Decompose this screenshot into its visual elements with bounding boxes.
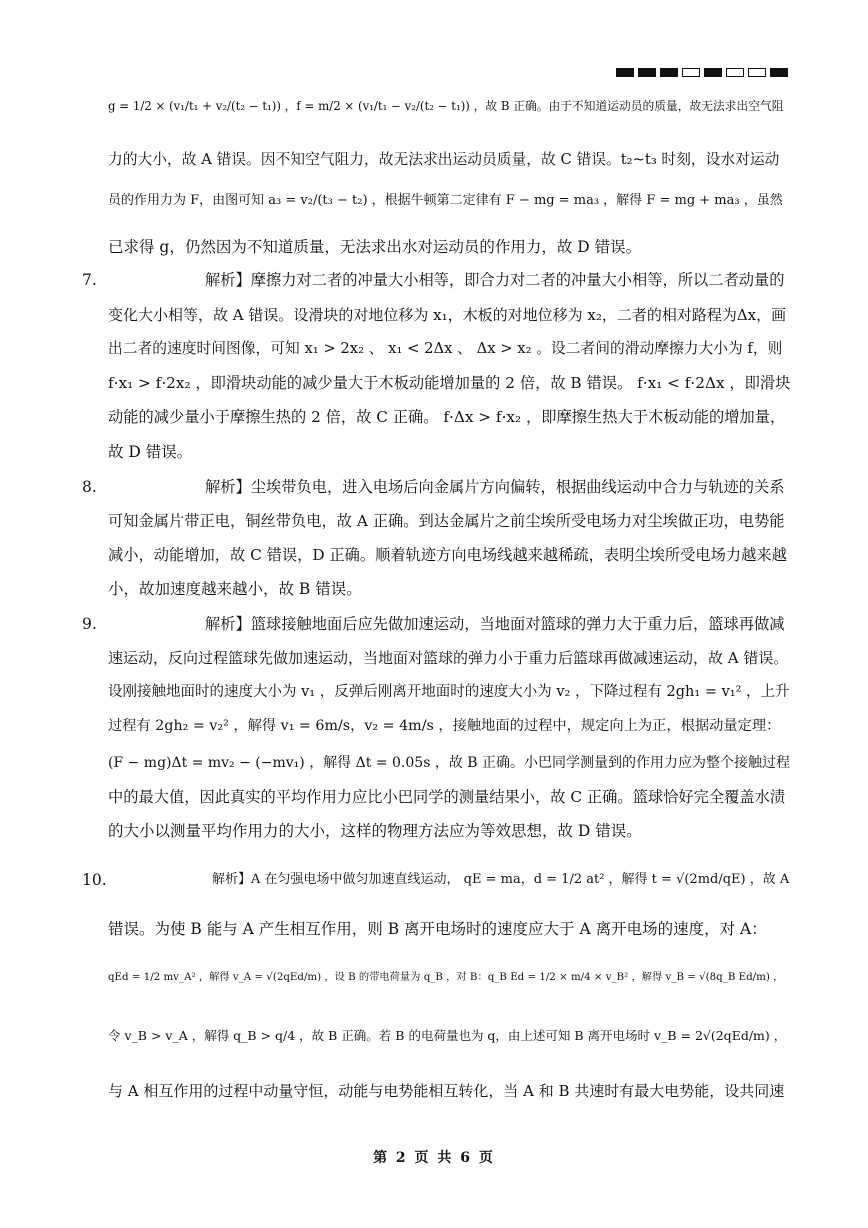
page-marker-1	[616, 68, 634, 77]
q7-number: 7.	[82, 271, 97, 289]
page-marker-3	[660, 68, 678, 77]
q6-line-2: 力的大小，故 A 错误。因不知空气阻力，故无法求出运动员质量，故 C 错误。t₂~t₃ 时刻，设水对运动	[108, 151, 780, 168]
q8-line-4: 小，故加速度越来越小，故 B 错误。	[108, 580, 362, 598]
q7-line-6: 故 D 错误。	[108, 443, 193, 461]
page-footer: 第 2 页 共 6 页	[373, 1150, 495, 1166]
page-marker-7	[748, 68, 766, 77]
q6-line-1: g = 1/2 × (v₁/t₁ + v₂/(t₂ − t₁)) ，f = m/2 × (v₁/t₁ − v₂/(t₂ − t₁)) ，故 B 正确。由于不知道运动员的质量，故无法求出空气阻	[108, 99, 784, 113]
q9-line-1: 解析】篮球接触地面后应先做加速运动，当地面对篮球的弹力大于重力后，篮球再做减	[205, 615, 785, 633]
page-marker-6	[726, 68, 744, 77]
page-markers	[616, 68, 788, 77]
page-marker-5	[704, 68, 722, 77]
q9-line-6: 中的最大值，因此真实的平均作用力应比小巴同学的测量结果小，故 C 正确。篮球恰好完全覆盖水渍	[108, 788, 786, 806]
q9-line-7: 的大小以测量平均作用力的大小，这样的物理方法应为等效思想，故 D 错误。	[108, 822, 642, 840]
q10-line-4: 令 v_B > v_A ，解得 q_B > q/4 ，故 B 正确。若 B 的电荷量也为 q，由上述可知 B 离开电场时 v_B = 2√(2qEd/m) ，	[108, 1028, 787, 1043]
q7-line-4: f·x₁ > f·2x₂ ，即滑块动能的减少量大于木板动能增加量的 2 倍，故 B 错误。 f·x₁ < f·2Δx ，即滑块	[108, 374, 791, 392]
q7-line-1: 解析】摩擦力对二者的冲量大小相等，即合力对二者的冲量大小相等，所以二者动量的	[205, 271, 785, 289]
q10-line-1: 解析】A 在匀强电场中做匀加速直线运动， qE = ma，d = 1/2 at² ，解得 t = √(2md/qE) ，故 A	[212, 872, 790, 887]
q7-line-5: 动能的减少量小于摩擦生热的 2 倍，故 C 正确。 f·Δx > f·x₂ ，即摩擦生热大于木板动能的增加量，	[108, 408, 786, 426]
page-marker-4	[682, 68, 700, 77]
q6-line-4: 已求得 g，仍然因为不知道质量，无法求出水对运动员的作用力，故 D 错误。	[108, 238, 642, 256]
q10-line-3: qEd = 1/2 mv_A² ，解得 v_A = √(2qEd/m) ，设 B 的带电荷量为 q_B ，对 B：q_B Ed = 1/2 × m/4 × v_B² ，解得 v_B = √(8q_B Ed/m) ，	[108, 971, 784, 983]
page-marker-8	[770, 68, 788, 77]
q9-line-5: (F − mg)Δt = mv₂ − (−mv₁) ，解得 Δt = 0.05s ，故 B 正确。小巴同学测量到的作用力应为整个接触过程	[108, 755, 791, 771]
q7-line-3: 出二者的速度时间图像，可知 x₁ > 2x₂ 、 x₁ < 2Δx 、 Δx > x₂ 。设二者间的滑动摩擦力大小为 f，则	[108, 340, 783, 357]
q9-number: 9.	[82, 615, 97, 633]
page-marker-2	[638, 68, 656, 77]
q10-line-5: 与 A 相互作用的过程中动量守恒，动能与电势能相互转化，当 A 和 B 共速时有最大电势能，设共同速	[108, 1082, 785, 1100]
q9-line-4: 过程有 2gh₂ = v₂² ，解得 v₁ = 6m/s，v₂ = 4m/s ，接触地面的过程中，规定向上为正，根据动量定理：	[108, 718, 781, 734]
q10-line-2: 错误。为使 B 能与 A 产生相互作用，则 B 离开电场时的速度应大于 A 离开电场的速度，对 A：	[108, 920, 767, 938]
q9-line-2: 速运动，反向过程篮球先做加速运动，当地面对篮球的弹力小于重力后篮球再做减速运动，故 A 错误。	[108, 649, 789, 667]
q9-line-3: 设刚接触地面时的速度大小为 v₁ ，反弹后刚离开地面时的速度大小为 v₂ ，下降过程有 2gh₁ = v₁² ，上升	[108, 684, 790, 700]
q10-number: 10.	[82, 871, 107, 889]
q8-line-1: 解析】尘埃带负电，进入电场后向金属片方向偏转，根据曲线运动中合力与轨迹的关系	[205, 478, 785, 496]
q6-line-3: 员的作用力为 F，由图可知 a₃ = v₂/(t₃ − t₂) ，根据牛顿第二定律有 F − mg = ma₃ ，解得 F = mg + ma₃ ，虽然	[108, 193, 783, 208]
q8-line-3: 减小，动能增加，故 C 错误，D 正确。顺着轨迹方向电场线越来越稀疏，表明尘埃所受电场力越来越	[108, 546, 787, 564]
q8-number: 8.	[82, 478, 97, 496]
q8-line-2: 可知金属片带正电，铜丝带负电，故 A 正确。到达金属片之前尘埃所受电场力对尘埃做正功，电势能	[108, 512, 785, 530]
q7-line-2: 变化大小相等，故 A 错误。设滑块的对地位移为 x₁，木板的对地位移为 x₂，二者的相对路程为Δx，画	[108, 306, 787, 324]
